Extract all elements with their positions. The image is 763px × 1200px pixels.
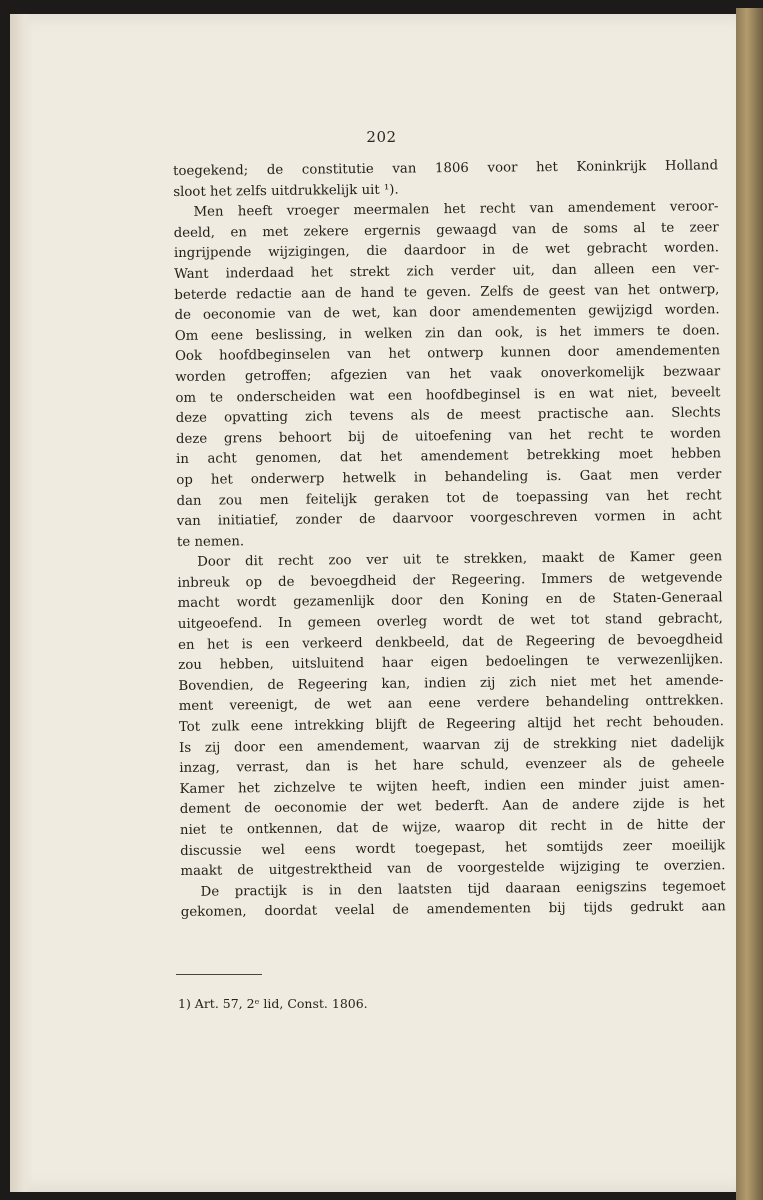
text-line: uitgeoefend. In gemeen overleg wordt de wet tot stand gebracht, (177, 611, 723, 633)
text-line: inbreuk op de bevoegdheid der Regeering. Immers de wetgevende (177, 570, 723, 591)
text-line: Ook hoofdbeginselen van het ontwerp kunnen door amendementen (174, 343, 721, 365)
text-line: Tot zulk eene intrekking blijft de Regeering altijd het recht behouden. (178, 714, 724, 735)
text-line: Is zij door een amendement, waarvan zij de strekking niet dadelijk (179, 734, 725, 756)
text-line: Kamer het zichzelve te wijten heeft, indien een minder juist amen- (179, 776, 725, 797)
page-number: 202 (366, 128, 397, 146)
footnote-divider (176, 974, 262, 975)
text-line: zou hebben, uitsluitend haar eigen bedoelingen te verwezenlijken. (178, 652, 724, 674)
text-line: deeld, en met zekere ergernis gewaagd van de soms al te zeer (173, 220, 719, 241)
text-line: inzag, verrast, dan is het hare schuld, evenzeer als de geheele (179, 755, 725, 777)
text-line: worden getroffen; afgezien van het vaak onoverkomelijk bezwaar (175, 364, 721, 385)
page-edge-stack (736, 8, 763, 1200)
text-line: van initiatief, zonder de daarvoor voorgeschreven vormen in acht (176, 508, 722, 530)
text-line: deze grens behoort bij de uitoefening van het recht te worden (175, 425, 721, 447)
text-line: discussie wel eens wordt toegepast, het somtijds zeer moeilijk (180, 837, 726, 859)
text-line: deze opvatting zich tevens als de meest practische aan. Slechts (175, 405, 721, 427)
text-line: macht wordt gezamenlijk door den Koning en de Staten-Generaal (177, 590, 723, 612)
text-line: Want inderdaad het strekt zich verder uit, dan alleen een ver- (174, 261, 720, 282)
text-line: de oeconomie van de wet, kan door amendementen gewijzigd worden. (174, 302, 720, 324)
text-line: gekomen, doordat veelal de amendementen bij tijds gedrukt aan (180, 899, 726, 921)
text-line: om te onderscheiden wat een hoofdbeginsel is en wat niet, beveelt (175, 384, 721, 406)
page-gutter-shadow (10, 14, 34, 1192)
text-line: te nemen. (176, 533, 245, 550)
text-line: toegekend; de constitutie van 1806 voor het Koninkrijk Holland (173, 158, 719, 179)
body-text (173, 156, 726, 924)
text-line: Door dit recht zoo ver uit te strekken, maakt de Kamer geen (197, 549, 723, 571)
text-line: niet te ontkennen, dat de wijze, waarop dit recht in de hitte der (179, 817, 726, 838)
text-line: dan zou men feitelijk geraken tot de toepassing van het recht (176, 487, 722, 509)
footnote: 1) Art. 57, 2ᵉ lid, Const. 1806. (178, 996, 368, 1011)
text-line: maakt de uitgestrektheid van de voorgestelde wijziging te overzien. (180, 858, 726, 880)
text-line: beterde redactie aan de hand te geven. Zelfs de geest van het ontwerp, (174, 281, 720, 303)
text-line: Bovendien, de Regeering kan, indien zij zich niet met het amende- (178, 673, 724, 694)
text-line: sloot het zelfs uitdrukkelijk uit ¹). (173, 182, 399, 200)
text-line: De practijk is in den laatsten tijd daaraan eenigszins tegemoet (200, 879, 726, 900)
text-line: in acht genomen, dat het amendement betrekking moet hebben (176, 446, 722, 468)
text-line: ment vereenigt, de wet aan eene verdere behandeling onttrekken. (178, 693, 724, 715)
text-line: Om eene beslissing, in welken zin dan ook, is het immers te doen. (174, 323, 720, 344)
text-line: Men heeft vroeger meermalen het recht van amendement veroor- (193, 199, 719, 220)
text-line: dement de oeconomie der wet bederft. Aan de andere zijde is het (179, 796, 725, 818)
text-line: en het is een verkeerd denkbeeld, dat de Regeering de bevoegdheid (177, 631, 724, 653)
text-line: ingrijpende wijzigingen, die daardoor in de wet gebracht worden. (173, 240, 720, 262)
text-line: op het onderwerp hetwelk in behandeling is. Gaat men verder (176, 467, 722, 488)
